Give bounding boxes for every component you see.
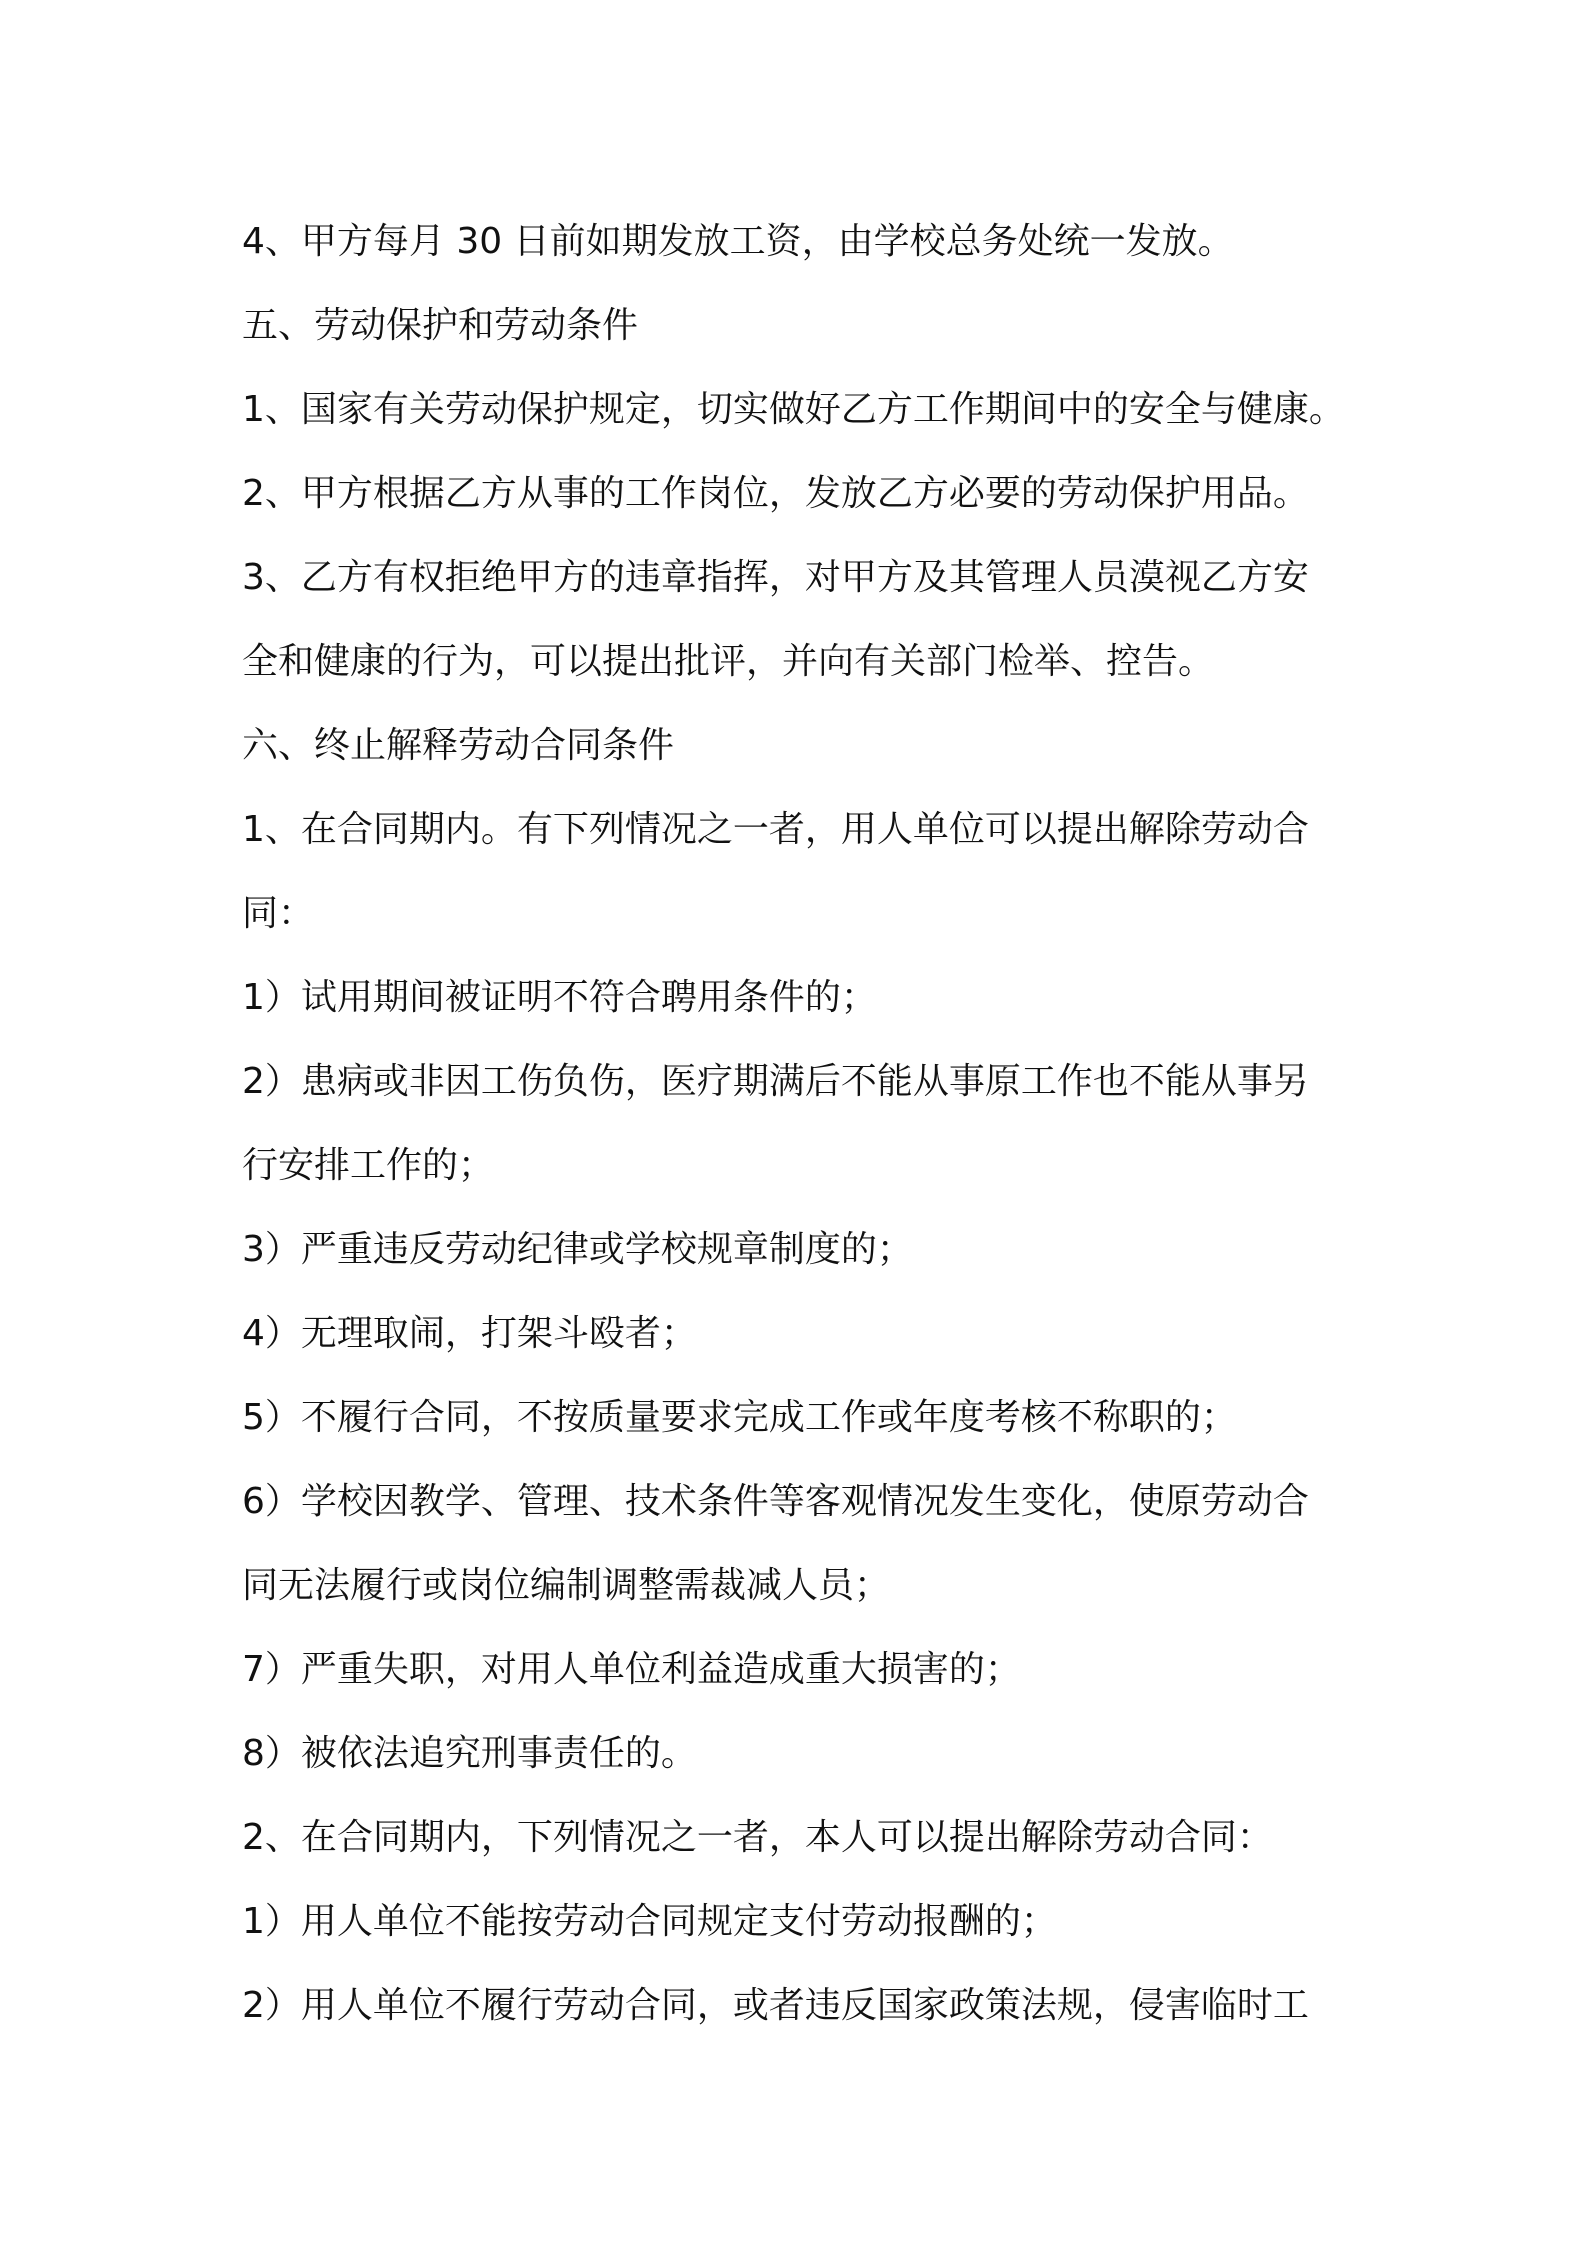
list-item: 1）试用期间被证明不符合聘用条件的；: [242, 977, 877, 1018]
list-item: 2）患病或非因工伤负伤，医疗期满后不能从事原工作也不能从事另: [242, 1061, 1309, 1102]
list-item: 2）用人单位不履行劳动合同，或者违反国家政策法规，侵害临时工: [242, 1985, 1309, 2026]
list-item: 5）不履行合同，不按质量要求完成工作或年度考核不称职的；: [242, 1397, 1237, 1438]
list-item: 3）严重违反劳动纪律或学校规章制度的；: [242, 1229, 913, 1270]
paragraph-line: 全和健康的行为，可以提出批评，并向有关部门检举、控告。: [242, 641, 1215, 682]
list-item: 6）学校因教学、管理、技术条件等客观情况发生变化，使原劳动合: [242, 1481, 1309, 1522]
list-item: 8）被依法追究刑事责任的。: [242, 1733, 697, 1774]
list-item: 1）用人单位不能按劳动合同规定支付劳动报酬的；: [242, 1901, 1057, 1942]
paragraph-line: 2、甲方根据乙方从事的工作岗位，发放乙方必要的劳动保护用品。: [242, 473, 1309, 514]
paragraph-line: 1、在合同期内。有下列情况之一者，用人单位可以提出解除劳动合: [242, 809, 1309, 850]
paragraph-line: 3、乙方有权拒绝甲方的违章指挥，对甲方及其管理人员漠视乙方安: [242, 557, 1309, 598]
document-body: [242, 200, 1382, 2048]
paragraph-line: 1、国家有关劳动保护规定，切实做好乙方工作期间中的安全与健康。: [242, 389, 1345, 430]
list-item: 行安排工作的；: [242, 1145, 495, 1186]
paragraph-line: 4、甲方每月 30 日前如期发放工资，由学校总务处统一发放。: [242, 221, 1234, 262]
section-heading: 六、终止解释劳动合同条件: [242, 725, 675, 766]
section-heading: 五、劳动保护和劳动条件: [242, 305, 639, 346]
paragraph-line: 2、在合同期内，下列情况之一者，本人可以提出解除劳动合同：: [242, 1817, 1273, 1858]
list-item: 7）严重失职，对用人单位利益造成重大损害的；: [242, 1649, 1021, 1690]
list-item: 4）无理取闹，打架斗殴者；: [242, 1313, 697, 1354]
list-item: 同无法履行或岗位编制调整需裁减人员；: [242, 1565, 891, 1606]
paragraph-line: 同：: [242, 893, 315, 934]
